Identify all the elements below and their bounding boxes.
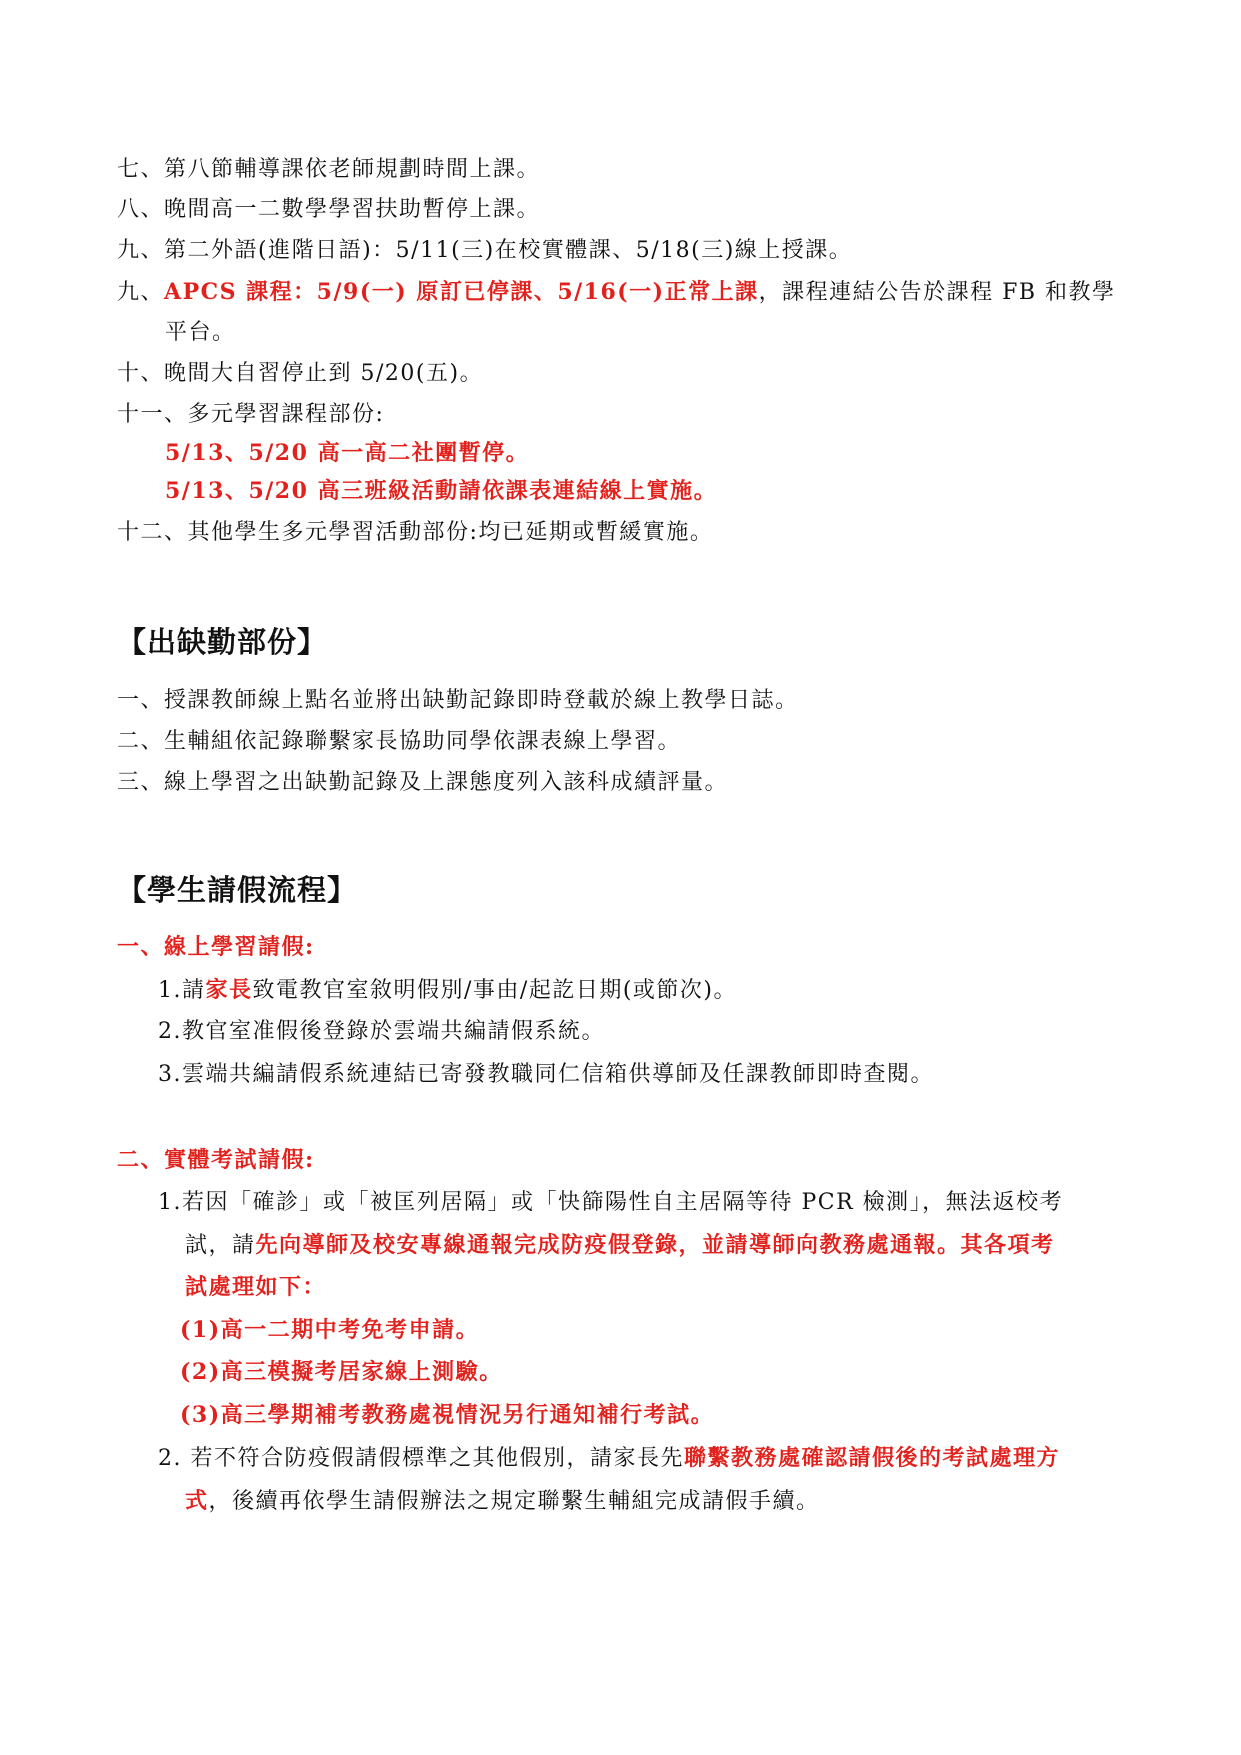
- item-10: 十、晚間大自習停止到 5/20(五)。: [117, 361, 484, 386]
- item-9b: [117, 277, 1116, 308]
- item-8: 八、晚間高一二數學學習扶助暫停上課。: [117, 197, 541, 222]
- item-11-sub-2: 5/13、5/20 高三班級活動請依課表連結線上實施。: [165, 478, 718, 504]
- exam-p2-line-2-red: 式: [185, 1488, 209, 1514]
- item-9b-prefix: 九、: [117, 280, 165, 305]
- exam-leave-point-2-line-2: [185, 1486, 820, 1517]
- attendance-item-1: 一、授課教師線上點名並將出缺勤記錄即時登載於線上教學日誌。: [117, 688, 799, 713]
- exam-leave-point-2-line-1: [158, 1443, 1060, 1474]
- exam-p2-line-1-pre: 2. 若不符合防疫假請假標準之其他假別，請家長先: [158, 1446, 684, 1471]
- item-9b-continuation: 平台。: [165, 320, 236, 345]
- leave-heading: 【學生請假流程】: [117, 873, 358, 907]
- online-leave-heading: 一、線上學習請假:: [117, 934, 315, 960]
- online-leave-step-3: 3.雲端共編請假系統連結已寄發教職同仁信箱供導師及任課教師即時查閱。: [158, 1062, 934, 1087]
- exam-leave-heading: 二、實體考試請假:: [117, 1147, 315, 1173]
- item-11-sub-1: 5/13、5/20 高一高二社團暫停。: [165, 440, 530, 466]
- exam-p1-line-2-pre: 試，請: [185, 1233, 256, 1258]
- exam-leave-sub-3: (3)高三學期補考教務處視情況另行通知補行考試。: [180, 1402, 715, 1428]
- online-step-1-parent: 家長: [205, 977, 253, 1003]
- exam-p2-line-2-post: ，後續再依學生請假辦法之規定聯繫生輔組完成請假手續。: [208, 1489, 820, 1514]
- exam-p2-line-1-red: 聯繫教務處確認請假後的考試處理方: [684, 1445, 1061, 1471]
- attendance-item-3: 三、線上學習之出缺勤記錄及上課態度列入該科成績評量。: [117, 770, 729, 795]
- online-leave-step-1: [158, 975, 737, 1006]
- exam-leave-sub-2: (2)高三模擬考居家線上測驗。: [180, 1359, 503, 1385]
- online-step-1-pre: 1.請: [158, 978, 206, 1003]
- exam-leave-point-1-line-2: [185, 1230, 1055, 1261]
- online-step-1-post: 致電教官室敘明假別/事由/起訖日期(或節次)。: [252, 978, 738, 1003]
- item-12: 十二、其他學生多元學習活動部份:均已延期或暫緩實施。: [117, 520, 714, 545]
- exam-leave-sub-1: (1)高一二期中考免考申請。: [180, 1317, 480, 1343]
- online-leave-step-2: 2.教官室准假後登錄於雲端共編請假系統。: [158, 1019, 605, 1044]
- item-7: 七、第八節輔導課依老師規劃時間上課。: [117, 157, 541, 182]
- item-11: 十一、多元學習課程部份:: [117, 402, 385, 427]
- item-9a: 九、第二外語(進階日語)：5/11(三)在校實體課、5/18(三)線上授課。: [117, 238, 853, 263]
- exam-leave-point-1-line-3: 試處理如下：: [185, 1274, 327, 1300]
- item-9b-rest: ，課程連結公告於課程 FB 和教學: [758, 280, 1116, 305]
- attendance-heading: 【出缺勤部份】: [117, 625, 328, 659]
- exam-p1-line-2-red: 先向導師及校安專線通報完成防疫假登錄，並請導師向教務處通報。其各項考: [255, 1232, 1055, 1258]
- item-9b-apcs-notice: APCS 課程：5/9(一) 原訂已停課、5/16(一)正常上課: [164, 279, 759, 305]
- exam-leave-point-1-line-1: 1.若因「確診」或「被匡列居隔」或「快篩陽性自主居隔等待 PCR 檢測」，無法返校考: [158, 1190, 1064, 1215]
- attendance-item-2: 二、生輔組依記錄聯繫家長協助同學依課表線上學習。: [117, 729, 682, 754]
